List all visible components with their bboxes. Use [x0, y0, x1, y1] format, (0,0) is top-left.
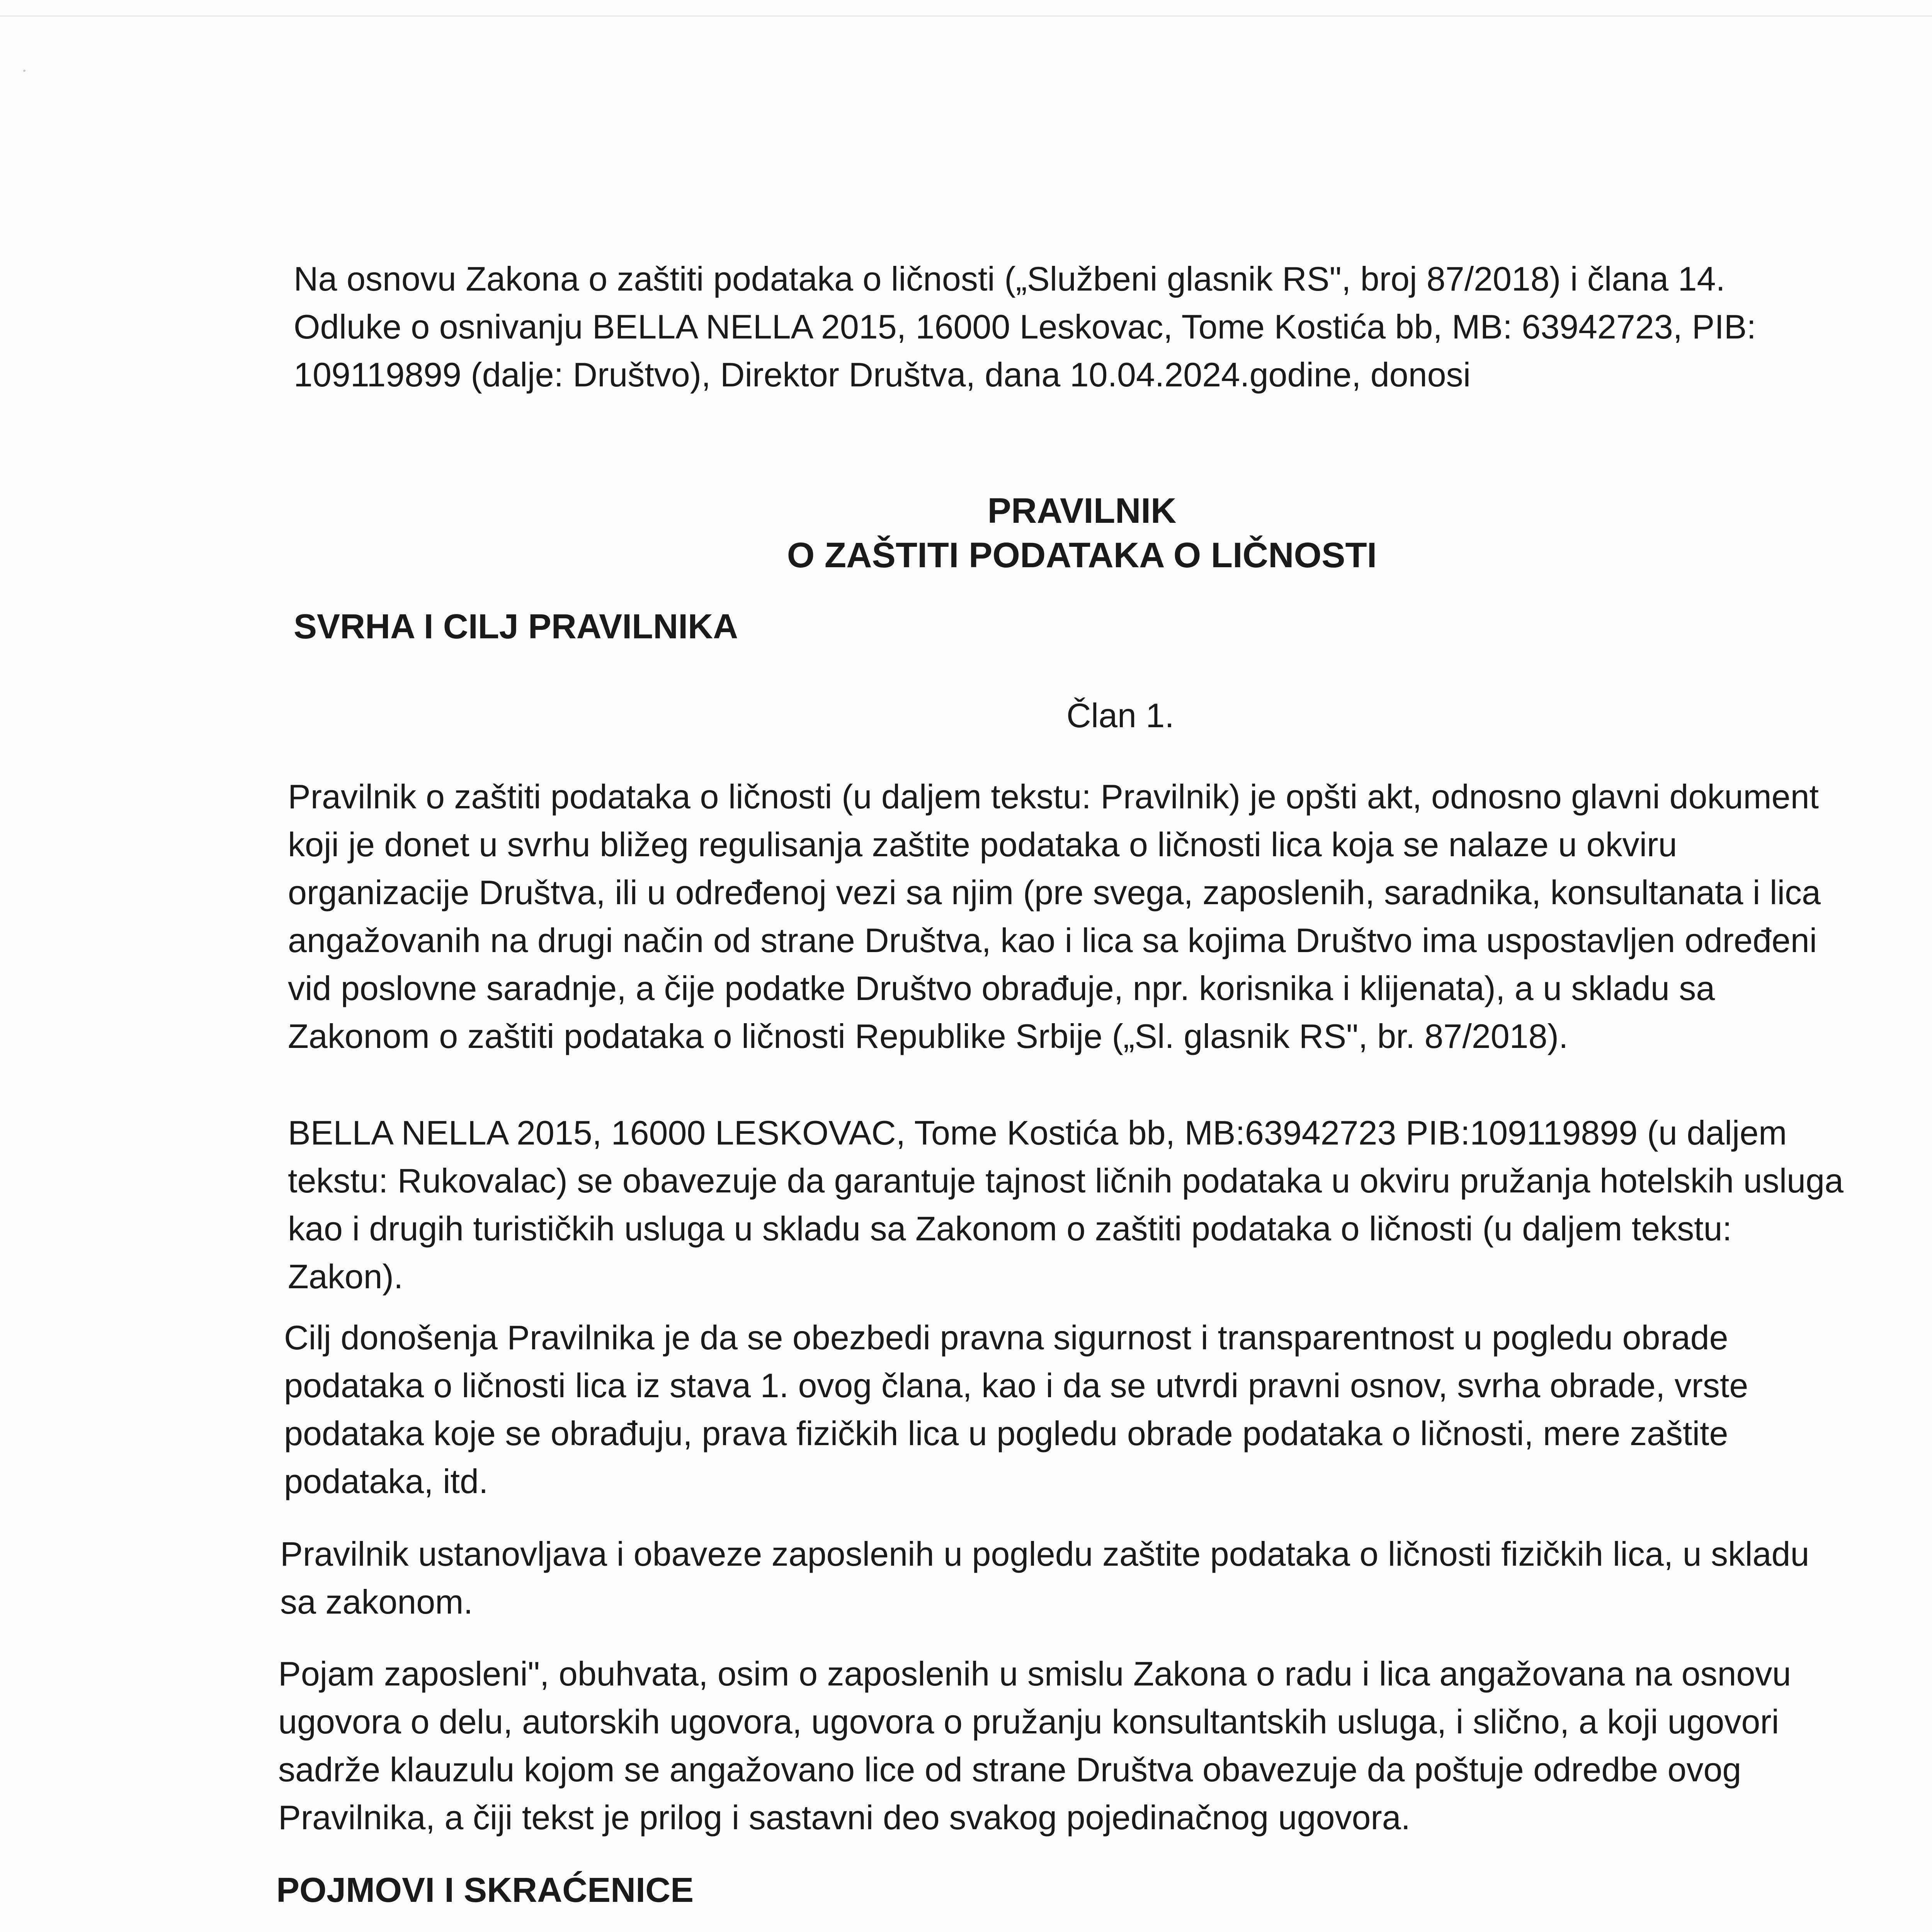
article-1-label: Član 1. [1066, 696, 1174, 735]
document-title: PRAVILNIK [987, 491, 1177, 531]
document-subtitle: O ZAŠTITI PODATAKA O LIČNOSTI [787, 536, 1377, 575]
scan-top-edge [0, 15, 1932, 17]
intro-paragraph: Na osnovu Zakona o zaštiti podataka o ličnosti („Službeni glasnik RS", broj 87/2018) i člana 14. Odluke o osnivanju BELLA NELLA 2015, 16000 Leskovac, Tome Kostića bb, MB: 63942723, PIB: 109119899 (dalje: Društvo), Direktor Društva, dana 10.04.2024.godine, donosi [294, 260, 1756, 394]
section-heading-terms: POJMOVI I SKRAĆENICE [276, 1871, 694, 1910]
paragraph: Pojam zaposleni", obuhvata, osim o zaposlenih u smislu Zakona o radu i lica angažovana na osnovu ugovora o delu, autorskih ugovora, ugovora o pružanju konsultantskih usluga, i slično, a koji ugovori sadrže klauzulu kojom se angažovano lice od strane Društva obavezuje da poštuje odredbe ovog Pravilnika, a čiji tekst je prilog i sastavni deo svakog pojedinačnog ugovora. [278, 1655, 1791, 1837]
paragraph: Pravilnik ustanovljava i obaveze zaposlenih u pogledu zaštite podataka o ličnosti fizičkih lica, u skladu sa zakonom. [280, 1535, 1810, 1621]
paragraph: Pravilnik o zaštiti podataka o ličnosti (u daljem tekstu: Pravilnik) je opšti akt, odnosno glavni dokument koji je donet u svrhu bližeg regulisanja zaštite podataka o ličnosti lica koja se nalaze u okviru organizacije Društva, ili u određenoj vezi sa njim (pre svega, zaposlenih, saradnika, konsultanata i lica angažovanih na drugi način od strane Društva, kao i lica sa kojima Društvo ima uspostavljen određeni vid poslovne saradnje, a čije podatke Društvo obrađuje, npr. korisnika i klijenata), a u skladu sa Zakonom o zaštiti podataka o ličnosti Republike Srbije („Sl. glasnik RS", br. 87/2018). [288, 777, 1821, 1055]
paragraph: Cilj donošenja Pravilnika je da se obezbedi pravna sigurnost i transparentnost u pogledu obrade podataka o ličnosti lica iz stava 1. ovog člana, kao i da se utvrdi pravni osnov, svrha obrade, vrste podataka koje se obrađuju, prava fizičkih lica u pogledu obrade podataka o ličnosti, mere zaštite podataka, itd. [284, 1318, 1748, 1500]
scan-speck [23, 70, 26, 72]
section-heading-purpose: SVRHA I CILJ PRAVILNIKA [294, 607, 738, 646]
paragraph: BELLA NELLA 2015, 16000 LESKOVAC, Tome Kostića bb, MB:63942723 PIB:109119899 (u daljem tekstu: Rukovalac) se obavezuje da garantuje tajnost ličnih podataka u okviru pružanja hotelskih usluga kao i drugih turističkih usluga u skladu sa Zakonom o zaštiti podataka o ličnosti (u daljem tekstu: Zakon). [288, 1114, 1844, 1296]
